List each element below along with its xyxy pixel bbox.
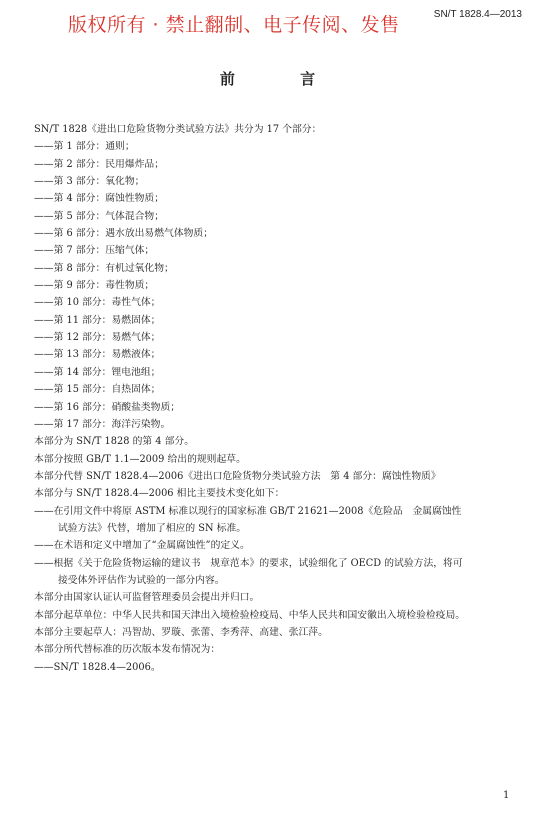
- list-item: ——第 12 部分：易燃气体；: [34, 332, 161, 344]
- list-item: ——第 17 部分：海洋污染物。: [34, 418, 171, 430]
- list-item: ——第 13 部分：易燃液体；: [34, 349, 161, 361]
- history-intro-paragraph: 本部分所代替标准的历次版本发布情况为：: [34, 644, 221, 656]
- this-part-paragraph: 本部分为 SN/T 1828 的第 4 部分。: [34, 436, 195, 448]
- list-item: ——第 11 部分：易燃固体；: [34, 314, 161, 326]
- list-item: ——第 16 部分：硝酸盐类物质；: [34, 401, 181, 413]
- list-item: ——第 4 部分：腐蚀性物质；: [34, 193, 165, 205]
- page-number: 1: [503, 790, 510, 801]
- list-item: ——第 1 部分：通则；: [34, 141, 135, 153]
- replaces-paragraph: 本部分代替 SN/T 1828.4—2006《进出口危险货物分类试验方法 第 4 部分：腐蚀性物质》: [34, 470, 441, 482]
- change-item-2: ——在术语和定义中增加了“金属腐蚀性”的定义。: [34, 540, 250, 552]
- drafters-paragraph: 本部分主要起草人：冯智劼、罗璇、张蕾、李秀萍、高建、张江萍。: [34, 626, 328, 638]
- changes-intro-paragraph: 本部分与 SN/T 1828.4—2006 相比主要技术变化如下：: [34, 488, 285, 500]
- change-item-3-line-2: 接受体外评估作为试验的一部分内容。: [58, 574, 225, 586]
- intro-paragraph: SN/T 1828《进出口危险货物分类试验方法》共分为 17 个部分：: [34, 124, 322, 135]
- list-item: ——第 6 部分：遇水放出易燃气体物质；: [34, 228, 214, 240]
- list-item: ——第 15 部分：自热固体；: [34, 384, 161, 396]
- document-body: [12, 121, 525, 676]
- list-item: ——第 2 部分：民用爆炸品；: [34, 158, 165, 170]
- list-item: ——第 7 部分：压缩气体；: [34, 245, 155, 257]
- standard-code: SN/T 1828.4—2013: [433, 9, 522, 20]
- list-item: ——第 3 部分：氧化物；: [34, 176, 145, 188]
- drafting-units-paragraph: 本部分起草单位：中华人民共和国天津出入境检验检疫局、中华人民共和国安徽出入境检验检疫局。: [34, 609, 466, 621]
- proposed-by-paragraph: 本部分由国家认证认可监督管理委员会提出并归口。: [34, 592, 260, 604]
- list-item: ——第 14 部分：锂电池组；: [34, 366, 161, 378]
- list-item: ——第 10 部分：毒性气体；: [34, 297, 161, 309]
- list-item: ——第 5 部分：气体混合物；: [34, 210, 165, 222]
- change-item-1-line-1: ——在引用文件中将原 ASTM 标准以现行的国家标准 GB/T 21621—2008《危险品 金属腐蚀性: [34, 505, 462, 517]
- page-title: 前 言: [219, 70, 346, 88]
- history-item: ——SN/T 1828.4—2006。: [34, 661, 161, 673]
- change-item-3-line-1: ——根据《关于危险货物运输的建议书 规章范本》的要求，试验细化了 OECD 的试验方法，将可: [34, 557, 463, 569]
- parts-list: [12, 138, 525, 433]
- list-item: ——第 8 部分：有机过氧化物；: [34, 262, 174, 274]
- list-item: ——第 9 部分：毒性物质；: [34, 280, 155, 292]
- drafting-rule-paragraph: 本部分按照 GB/T 1.1—2009 给出的规则起草。: [34, 453, 246, 465]
- watermark: 版权所有 · 禁止翻制、电子传阅、发售: [68, 14, 400, 36]
- change-item-1-line-2: 试验方法》代替，增加了相应的 SN 标准。: [58, 522, 247, 534]
